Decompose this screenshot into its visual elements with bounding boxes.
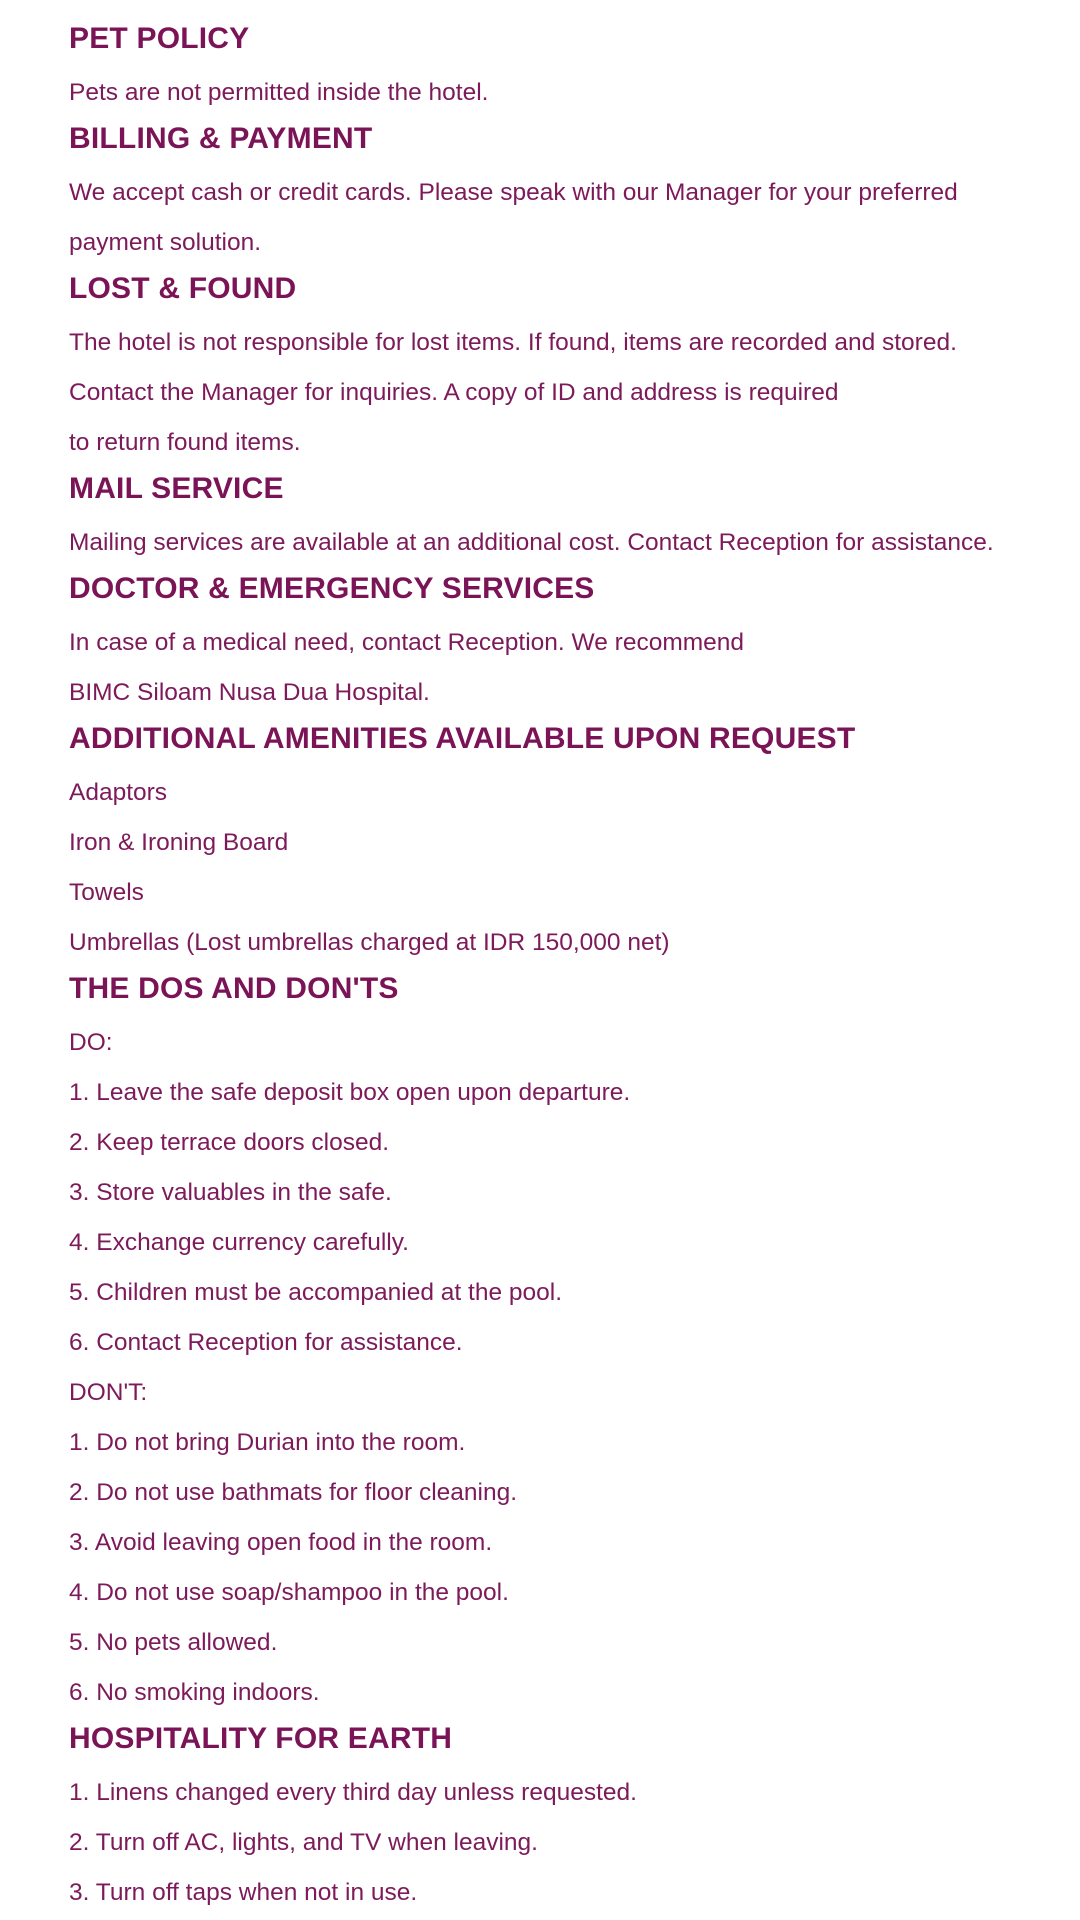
section-title: LOST & FOUND (69, 272, 297, 305)
earth-item: 2. Turn off AC, lights, and TV when leaving. (69, 1829, 538, 1856)
dont-item: 3. Avoid leaving open food in the room. (69, 1529, 493, 1556)
dont-item: 5. No pets allowed. (69, 1629, 278, 1656)
dont-item: 6. No smoking indoors. (69, 1679, 320, 1706)
section-title: ADDITIONAL AMENITIES AVAILABLE UPON REQUEST (69, 722, 856, 755)
section-line: Pets are not permitted inside the hotel. (69, 79, 489, 106)
section-title: HOSPITALITY FOR EARTH (69, 1722, 453, 1755)
do-item: 4. Exchange currency carefully. (69, 1229, 409, 1256)
do-item: 2. Keep terrace doors closed. (69, 1129, 390, 1156)
section-dos-and-donts (69, 968, 1029, 1718)
dont-item: 2. Do not use bathmats for floor cleaning. (69, 1479, 518, 1506)
section-lost-found (69, 268, 1029, 468)
section-mail-service (69, 468, 1029, 568)
do-label: DO: (69, 1029, 113, 1056)
amenity-item: Adaptors (69, 779, 168, 806)
do-item: 6. Contact Reception for assistance. (69, 1329, 463, 1356)
amenity-item: Umbrellas (Lost umbrellas charged at IDR 150,000 net) (69, 929, 670, 956)
earth-item: 1. Linens changed every third day unless requested. (69, 1779, 637, 1806)
section-doctor-emergency (69, 568, 1029, 718)
section-line: We accept cash or credit cards. Please speak with our Manager for your preferred (69, 179, 958, 206)
section-additional-amenities (69, 718, 1029, 968)
section-line: BIMC Siloam Nusa Dua Hospital. (69, 679, 430, 706)
amenity-item: Iron & Ironing Board (69, 829, 289, 856)
section-line: In case of a medical need, contact Reception. We recommend (69, 629, 745, 656)
section-title: DOCTOR & EMERGENCY SERVICES (69, 572, 595, 605)
section-title: BILLING & PAYMENT (69, 122, 373, 155)
dont-label: DON'T: (69, 1379, 148, 1406)
section-line: payment solution. (69, 229, 262, 256)
do-item: 3. Store valuables in the safe. (69, 1179, 392, 1206)
dont-item: 1. Do not bring Durian into the room. (69, 1429, 466, 1456)
do-item: 5. Children must be accompanied at the pool. (69, 1279, 563, 1306)
section-hospitality-for-earth (69, 1718, 1029, 1918)
section-billing-payment (69, 118, 1029, 268)
do-item: 1. Leave the safe deposit box open upon departure. (69, 1079, 631, 1106)
policy-document (69, 18, 1029, 1918)
section-title: PET POLICY (69, 22, 250, 55)
section-line: Contact the Manager for inquiries. A copy of ID and address is required (69, 379, 839, 406)
section-title: MAIL SERVICE (69, 472, 284, 505)
section-pet-policy (69, 18, 1029, 118)
amenity-item: Towels (69, 879, 144, 906)
section-line: to return found items. (69, 429, 301, 456)
section-line: The hotel is not responsible for lost items. If found, items are recorded and stored. (69, 329, 957, 356)
section-title: THE DOS AND DON'TS (69, 972, 399, 1005)
dont-item: 4. Do not use soap/shampoo in the pool. (69, 1579, 509, 1606)
earth-item: 3. Turn off taps when not in use. (69, 1879, 418, 1906)
section-line: Mailing services are available at an additional cost. Contact Reception for assistance. (69, 529, 994, 556)
